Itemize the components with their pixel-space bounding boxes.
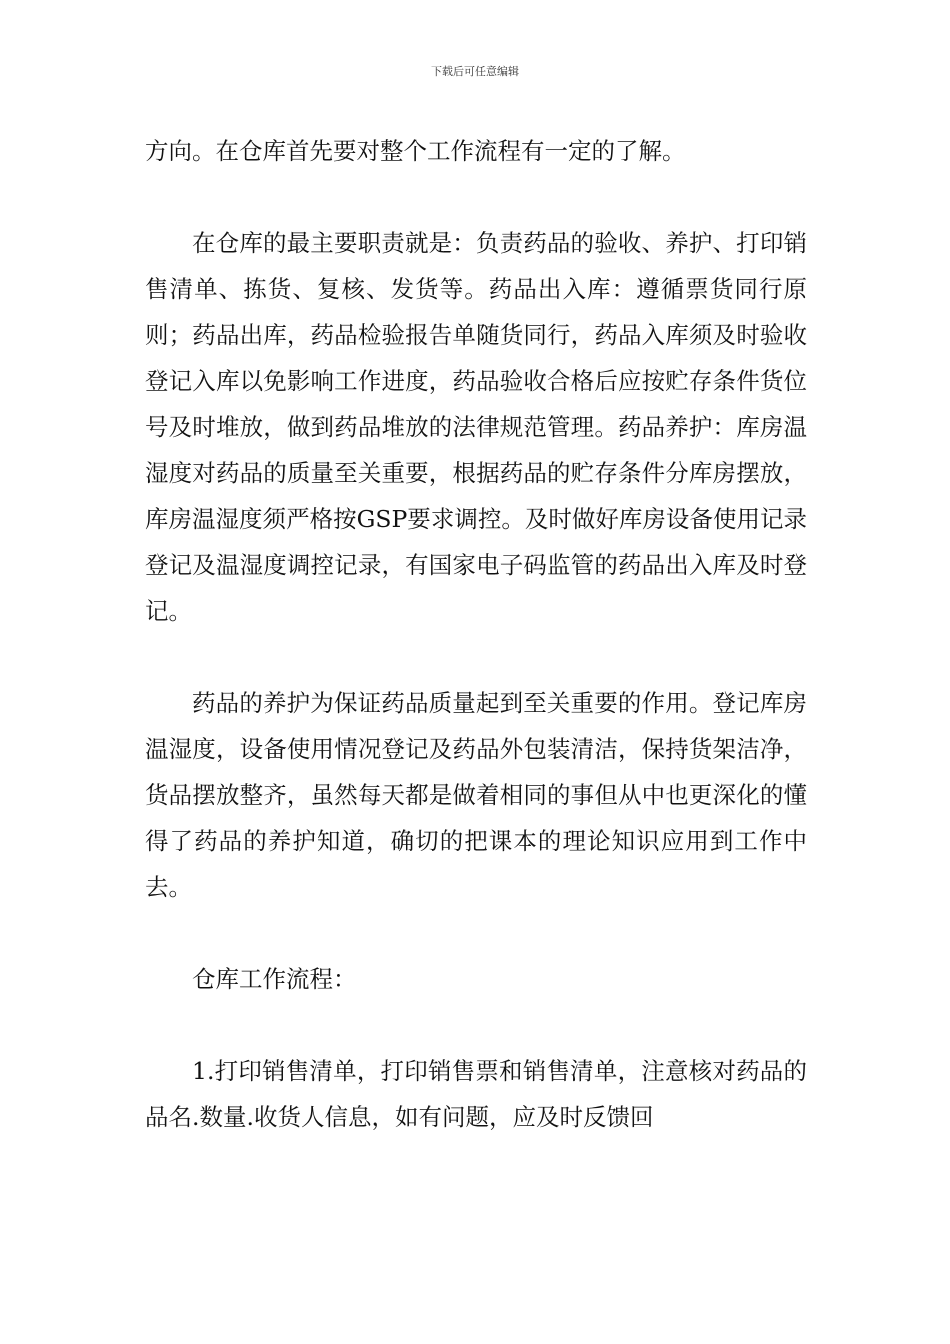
paragraph-spacer	[145, 634, 807, 680]
paragraph-continuation: 方向。在仓库首先要对整个工作流程有一定的了解。	[145, 137, 686, 165]
paragraph-spacer	[145, 910, 807, 956]
list-item-print-sales-list: 1.打印销售清单，打印销售票和销售清单，注意核对药品的品名.数量.收货人信息，如有问题，应及时反馈回	[145, 1057, 807, 1131]
paragraph-warehouse-duties: 在仓库的最主要职责就是：负责药品的验收、养护、打印销售清单、拣货、复核、发货等。药品出入库：遵循票货同行原则；药品出库，药品检验报告单随货同行，药品入库须及时验收登记入库以免影响工作进度，药品验收合格后应按贮存条件货位号及时堆放，做到药品堆放的法律规范管理。药品养护：库房温湿度对药品的质量至关重要，根据药品的贮存条件分库房摆放，库房温湿度须严格按GSP要求调控。及时做好库房设备使用记录登记及温湿度调控记录，有国家电子码监管的药品出入库及时登记。	[145, 229, 807, 625]
paragraph-spacer	[145, 174, 807, 220]
page-header-note: 下载后可任意编辑	[431, 65, 519, 78]
paragraph-drug-maintenance: 药品的养护为保证药品质量起到至关重要的作用。登记库房温湿度，设备使用情况登记及药品外包装清洁，保持货架洁净，货品摆放整齐，虽然每天都是做着相同的事但从中也更深化的懂得了药品的养护知道，确切的把课本的理论知识应用到工作中去。	[145, 689, 807, 901]
paragraph-spacer	[145, 1002, 807, 1048]
document-body	[145, 128, 807, 1140]
section-heading-workflow: 仓库工作流程：	[192, 965, 357, 993]
